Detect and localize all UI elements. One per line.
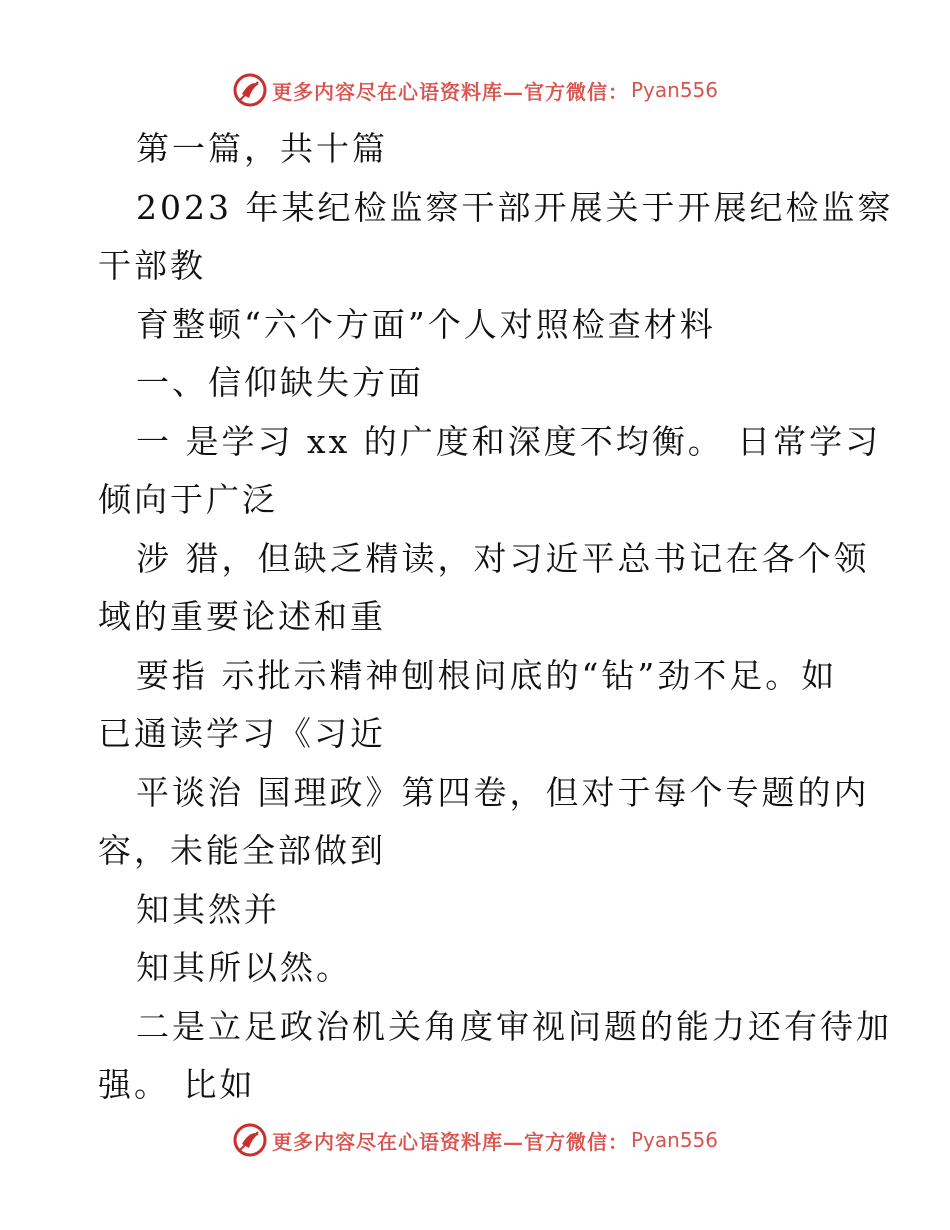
banner-text: 更多内容尽在心语资料库—官方微信： [271, 79, 629, 104]
document-body [98, 120, 894, 1115]
doc-line: 涉 猎，但缺乏精读，对习近平总书记在各个领 [136, 538, 870, 578]
doc-line: 一、信仰缺失方面 [136, 363, 424, 402]
doc-line: 倾向于广泛 [98, 480, 278, 519]
doc-line: 2023 年某纪检监察干部开展关于开展纪检监察 [136, 187, 894, 227]
doc-line: 域的重要论述和重 [98, 597, 386, 636]
banner-text: 更多内容尽在心语资料库—官方微信： [271, 1129, 629, 1154]
banner-contact: Pyan556 [630, 78, 718, 102]
doc-line: 知其所以然。 [136, 948, 352, 987]
doc-line: 一 是学习 xx 的广度和深度不均衡。 日常学习 [136, 421, 882, 461]
doc-line: 第一篇，共十篇 [136, 129, 388, 168]
doc-line: 知其然并 [136, 889, 280, 929]
doc-line: 容，未能全部做到 [98, 831, 386, 870]
doc-line: 平谈治 国理政》第四卷，但对于每个专题的内 [136, 772, 870, 812]
doc-line: 干部教 [98, 246, 206, 285]
header-banner [0, 70, 950, 110]
footer-banner [0, 1120, 950, 1160]
doc-line: 育整顿“六个方面”个人对照检查材料 [136, 304, 716, 344]
logo-icon [232, 1122, 268, 1158]
doc-line: 要指 示批示精神刨根问底的“钻”劲不足。如 [136, 655, 838, 695]
doc-line: 二是立足政治机关角度审视问题的能力还有待加 [136, 1006, 892, 1046]
doc-line: 强。 比如 [98, 1065, 256, 1104]
banner-contact: Pyan556 [630, 1128, 718, 1152]
logo-icon [232, 72, 268, 108]
doc-line: 已通读学习《习近 [98, 714, 386, 753]
